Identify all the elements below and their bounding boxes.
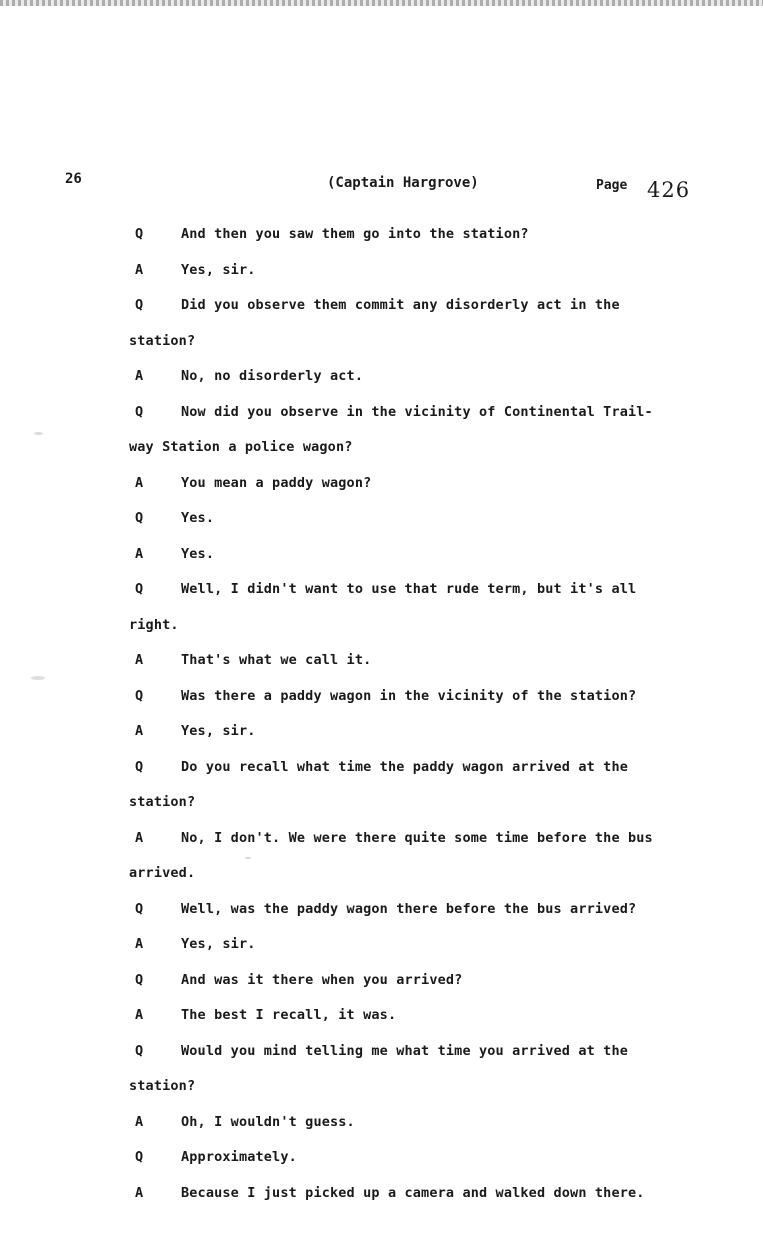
speaker-marker: A bbox=[135, 545, 144, 562]
transcript-line bbox=[129, 927, 719, 963]
transcript-line-continued bbox=[129, 608, 719, 644]
transcript-line bbox=[129, 395, 719, 431]
speaker-marker: Q bbox=[135, 1042, 144, 1059]
transcript-line-continued bbox=[129, 856, 719, 892]
line-text: Approximately. bbox=[181, 1149, 297, 1165]
speaker-marker: Q bbox=[135, 1149, 144, 1165]
line-text: Was there a paddy wagon in the vicinity of the station? bbox=[181, 687, 637, 704]
scan-top-edge bbox=[0, 0, 763, 6]
speaker-marker: A bbox=[135, 368, 144, 384]
transcript-line bbox=[129, 679, 719, 715]
line-text: You mean a paddy wagon? bbox=[181, 474, 372, 491]
line-text: Did you observe them commit any disorderly act in the bbox=[181, 297, 620, 313]
transcript-line-continued bbox=[129, 1069, 719, 1105]
line-text: Yes, sir. bbox=[181, 723, 256, 739]
page-header bbox=[0, 168, 763, 208]
speaker-marker: Q bbox=[135, 403, 144, 420]
witness-name: (Captain Hargrove) bbox=[327, 175, 479, 191]
speaker-marker: Q bbox=[135, 971, 144, 988]
line-text: Now did you observe in the vicinity of Continental Trail- bbox=[181, 403, 653, 420]
line-text: station? bbox=[129, 794, 196, 810]
line-text: Would you mind telling me what time you arrived at the bbox=[181, 1042, 628, 1059]
transcript-page-number: 26 bbox=[65, 171, 82, 187]
line-text: station? bbox=[129, 1078, 196, 1094]
line-text: No, no disorderly act. bbox=[181, 368, 364, 384]
scan-speck bbox=[34, 432, 43, 435]
speaker-marker: A bbox=[135, 723, 144, 739]
scan-speck bbox=[31, 676, 45, 680]
page-label: Page bbox=[596, 178, 628, 193]
line-text: Yes, sir. bbox=[181, 936, 256, 952]
stamped-page-number: 426 bbox=[647, 178, 691, 202]
speaker-marker: Q bbox=[135, 226, 144, 242]
transcript-line bbox=[129, 572, 719, 608]
line-text: station? bbox=[129, 332, 196, 349]
transcript-line bbox=[129, 253, 719, 289]
transcript-line bbox=[129, 1176, 719, 1212]
speaker-marker: Q bbox=[135, 687, 144, 704]
transcript-line bbox=[129, 750, 719, 786]
transcript-line-continued bbox=[129, 785, 719, 821]
transcript-line bbox=[129, 1140, 719, 1176]
speaker-marker: Q bbox=[135, 900, 144, 917]
speaker-marker: Q bbox=[135, 510, 144, 526]
line-text: Because I just picked up a camera and walked down there. bbox=[181, 1184, 645, 1201]
transcript-line-continued bbox=[129, 324, 719, 360]
transcript-line bbox=[129, 1105, 719, 1141]
transcript-line bbox=[129, 537, 719, 573]
transcript-line-continued bbox=[129, 430, 719, 466]
transcript-line bbox=[129, 359, 719, 395]
transcript-body bbox=[129, 217, 719, 1211]
speaker-marker: A bbox=[135, 261, 144, 278]
transcript-line bbox=[129, 1034, 719, 1070]
line-text: Yes, sir. bbox=[181, 261, 256, 278]
speaker-marker: Q bbox=[135, 758, 144, 775]
transcript-line bbox=[129, 643, 719, 679]
transcript-line bbox=[129, 892, 719, 928]
line-text: Yes. bbox=[181, 545, 215, 562]
speaker-marker: A bbox=[135, 474, 144, 491]
scan-speck bbox=[245, 857, 251, 859]
speaker-marker: A bbox=[135, 1184, 144, 1201]
speaker-marker: Q bbox=[135, 581, 144, 597]
line-text: And then you saw them go into the station? bbox=[181, 226, 529, 242]
line-text: Do you recall what time the paddy wagon arrived at the bbox=[181, 758, 628, 775]
line-text: way Station a police wagon? bbox=[129, 439, 353, 455]
transcript-line bbox=[129, 288, 719, 324]
transcript-line bbox=[129, 217, 719, 253]
transcript-line bbox=[129, 998, 719, 1034]
line-text: Yes. bbox=[181, 510, 215, 526]
transcript-line bbox=[129, 714, 719, 750]
speaker-marker: A bbox=[135, 1007, 144, 1023]
line-text: arrived. bbox=[129, 865, 196, 881]
transcript-line bbox=[129, 963, 719, 999]
line-text: Well, was the paddy wagon there before the bus arrived? bbox=[181, 900, 637, 917]
line-text: Oh, I wouldn't guess. bbox=[181, 1113, 355, 1130]
speaker-marker: A bbox=[135, 1113, 144, 1130]
line-text: Well, I didn't want to use that rude term, but it's all bbox=[181, 581, 637, 597]
speaker-marker: Q bbox=[135, 297, 144, 313]
line-text: The best I recall, it was. bbox=[181, 1007, 397, 1023]
transcript-line bbox=[129, 821, 719, 857]
line-text: No, I don't. We were there quite some time before the bus bbox=[181, 829, 653, 846]
transcript-line bbox=[129, 501, 719, 537]
speaker-marker: A bbox=[135, 936, 144, 952]
line-text: right. bbox=[129, 616, 179, 633]
speaker-marker: A bbox=[135, 652, 144, 668]
transcript-line bbox=[129, 466, 719, 502]
speaker-marker: A bbox=[135, 829, 144, 846]
line-text: That's what we call it. bbox=[181, 652, 372, 668]
line-text: And was it there when you arrived? bbox=[181, 971, 463, 988]
